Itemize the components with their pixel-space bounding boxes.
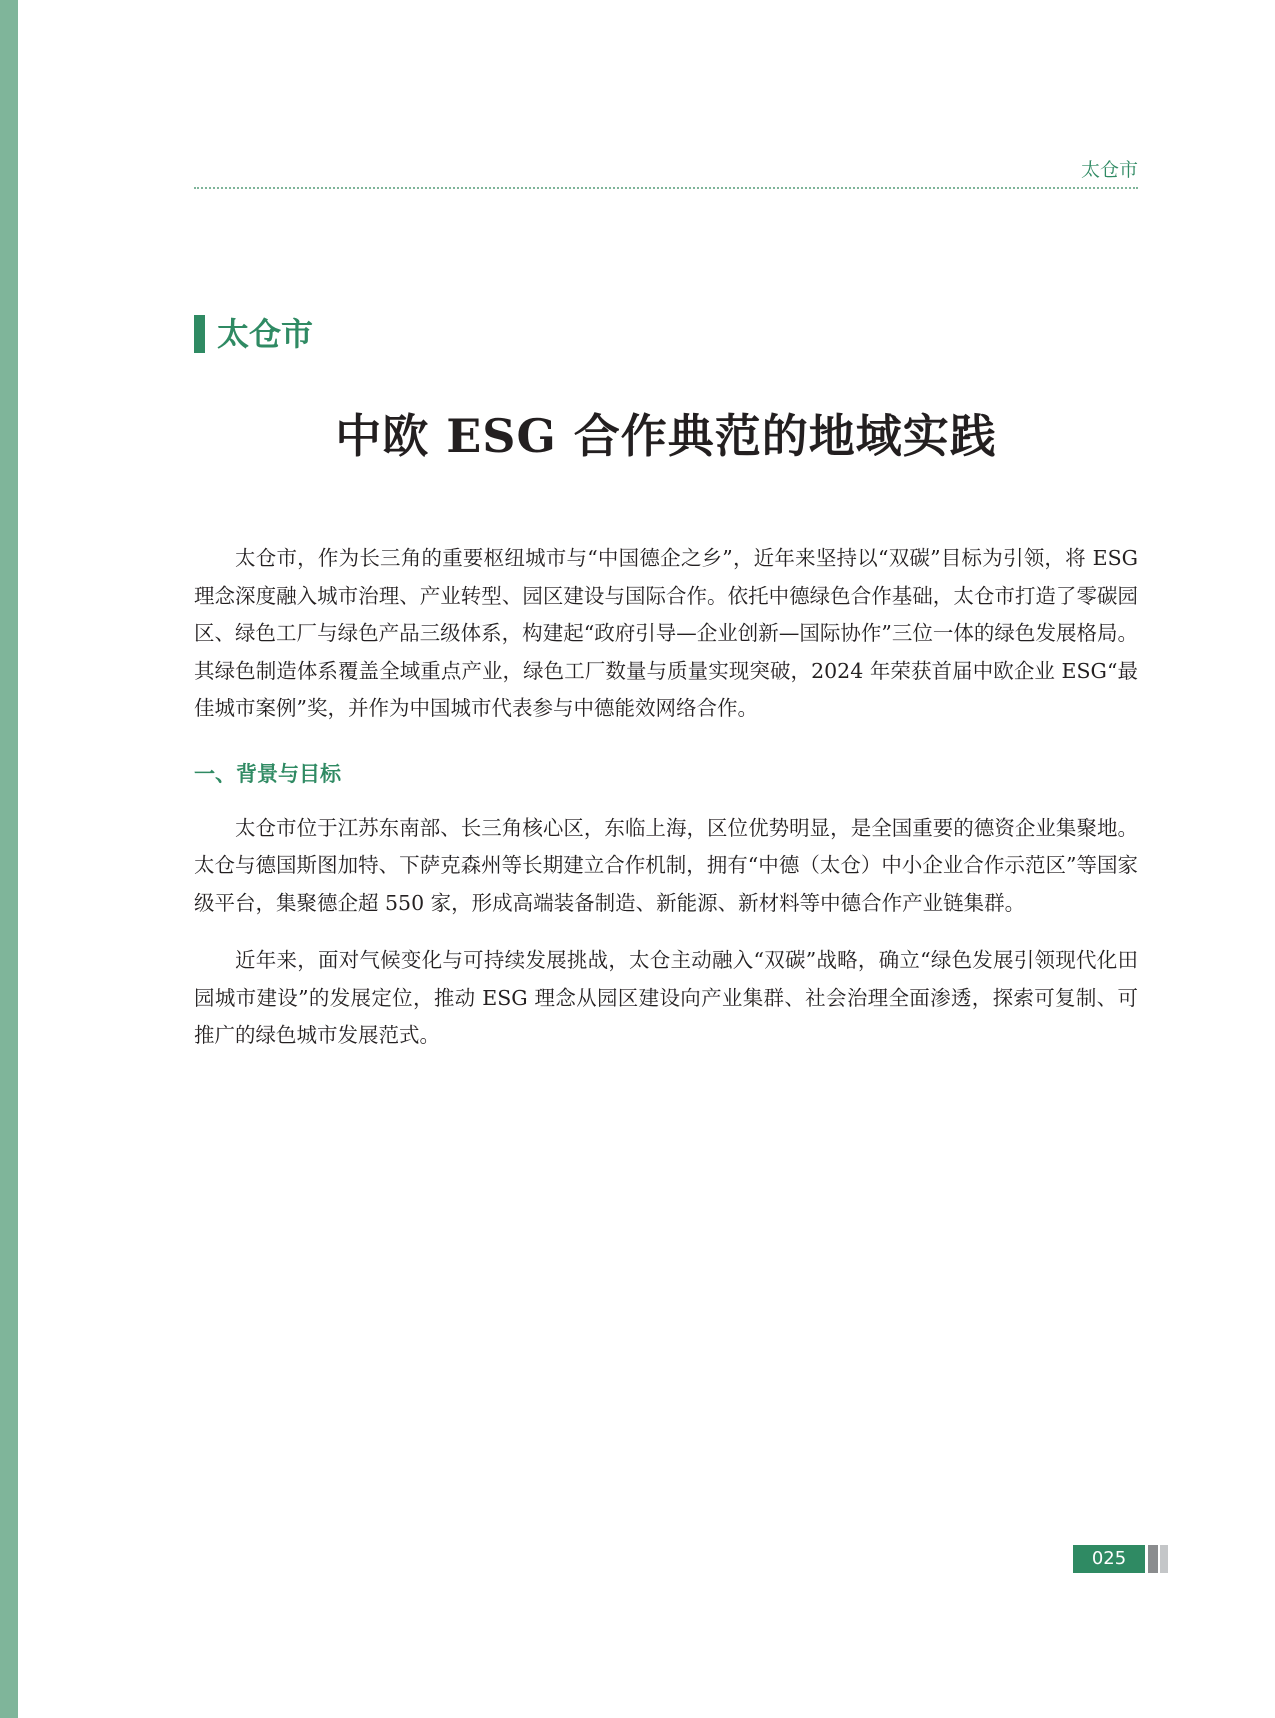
header-dotted-rule (194, 187, 1138, 189)
section-heading-background: 一、背景与目标 (194, 761, 341, 786)
side-color-stripe (0, 0, 18, 1718)
section-tag-bar (194, 315, 205, 353)
body-paragraph: 太仓市位于江苏东南部、长三角核心区，东临上海，区位优势明显，是全国重要的德资企业集聚地。太仓与德国斯图加特、下萨克森州等长期建立合作机制，拥有“中德（太仓）中小企业合作示范区”等国家级平台，集聚德企超 550 家，形成高端装备制造、新能源、新材料等中德合作产业链集群。 (194, 815, 1138, 915)
section-tag (194, 314, 313, 354)
page-number: 025 (1073, 1545, 1145, 1573)
page-title: 中欧 ESG 合作典范的地域实践 (335, 409, 997, 463)
intro-paragraph: 太仓市，作为长三角的重要枢纽城市与“中国德企之乡”，近年来坚持以“双碳”目标为引领，将 ESG 理念深度融入城市治理、产业转型、园区建设与国际合作。依托中德绿色合作基础，太仓市打造了零碳园区、绿色工厂与绿色产品三级体系，构建起“政府引导—企业创新—国际协作”三位一体的绿色发展格局。其绿色制造体系覆盖全域重点产业，绿色工厂数量与质量实现突破，2024 年荣获首届中欧企业 ESG“最佳城市案例”奖，并作为中国城市代表参与中德能效网络合作。 (194, 546, 1138, 720)
running-header: 太仓市 (1080, 159, 1138, 181)
section-tag-label: 太仓市 (217, 315, 314, 353)
article-body (194, 540, 1138, 1055)
page-number-decor-light (1160, 1545, 1168, 1573)
body-paragraph: 近年来，面对气候变化与可持续发展挑战，太仓主动融入“双碳”战略，确立“绿色发展引领现代化田园城市建设”的发展定位，推动 ESG 理念从园区建设向产业集群、社会治理全面渗透，探索可复制、可推广的绿色城市发展范式。 (194, 948, 1138, 1047)
page-number-decor-dark (1148, 1545, 1158, 1573)
